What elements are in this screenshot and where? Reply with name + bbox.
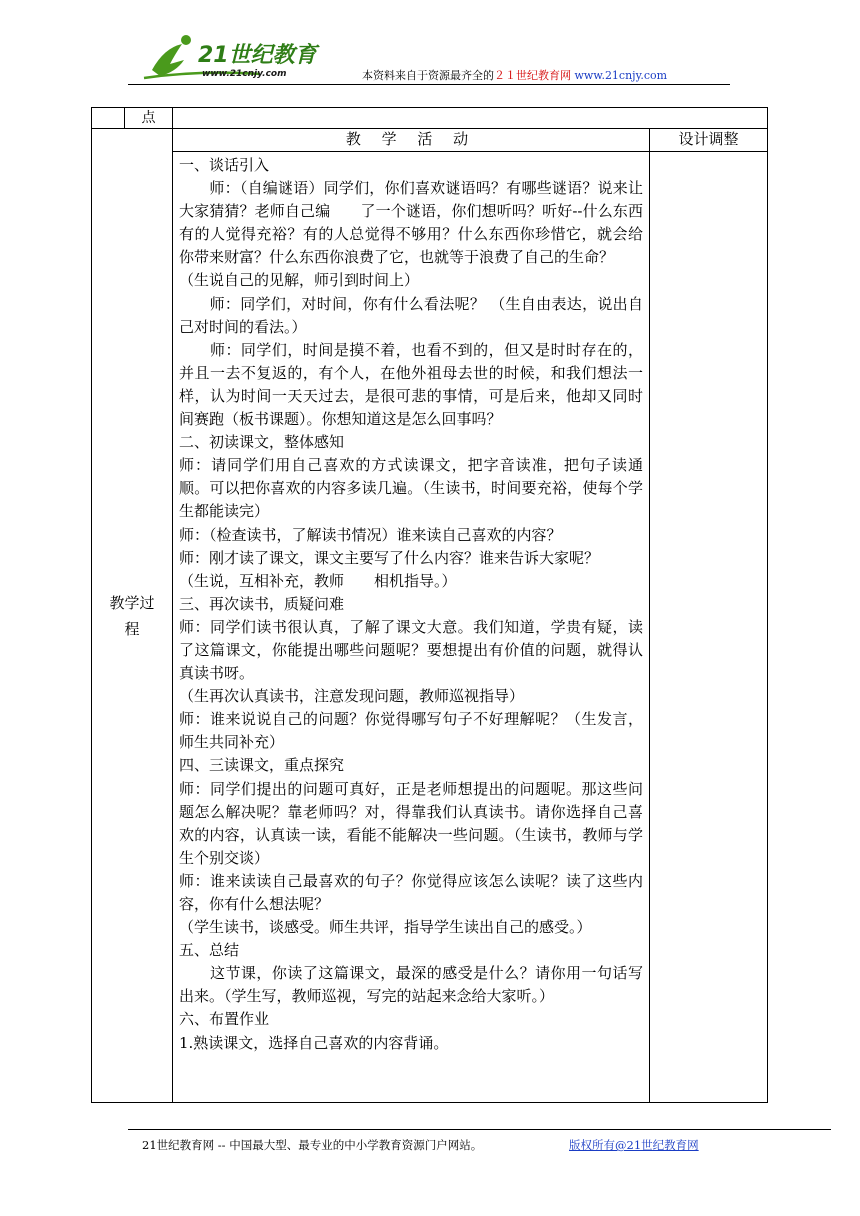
header-note-site[interactable]: ２１世纪教育网: [494, 69, 571, 82]
content-line: 师：请同学们用自己喜欢的方式读课文，把字音读准，把句子读通顺。可以把你喜欢的内容多读几遍。（生读书，时间要充裕，使每个学生都能读完）: [179, 456, 643, 521]
lesson-plan-table: [91, 107, 768, 1103]
content-line: 师：同学们读书很认真，了解了课文大意。我们知道，学贵有疑，读了这篇课文，你能提出哪些问题呢？要想提出有价值的问题，就得认真读书呀。: [179, 617, 643, 683]
table-content-row: [92, 152, 768, 1103]
activity-heading: 教 学 活 动: [173, 129, 650, 152]
section-label-cell: [92, 129, 173, 1103]
content-line: 1.熟读课文，选择自己喜欢的内容背诵。: [179, 1033, 449, 1052]
adjust-heading: 设计调整: [650, 129, 768, 152]
top-row-blank: [173, 108, 768, 129]
content-line: 师：（检查读书，了解读书情况）谁来读自己喜欢的内容？: [179, 525, 562, 544]
logo-title: 21世纪教育: [198, 43, 317, 68]
header-note: [362, 67, 667, 83]
footer-copyright-link[interactable]: 版权所有@21世纪教育网: [569, 1138, 699, 1152]
site-logo: [140, 30, 340, 85]
content-line: 师：同学们提出的问题可真好，正是老师想提出的问题呢。那这些问题怎么解决呢？靠老师吗？对，得靠我们认真读书。请你选择自己喜欢的内容，认真读一读，看能不能解决一些问题。（生读书，教师与学生个别交谈）: [179, 779, 643, 867]
content-line: 一、谈话引入: [179, 156, 270, 174]
content-line: （生说自己的见解，师引到时间上）: [179, 271, 420, 290]
logo-runner-head: [181, 35, 191, 45]
footer-rule: [128, 1129, 831, 1130]
activity-content: [173, 152, 650, 1103]
content-line: 师：同学们，对时间，你有什么看法呢？ （生自由表达，说出自己对时间的看法。）: [179, 294, 643, 336]
top-row-empty-cell: [92, 108, 125, 129]
content-line: 三、再次读书，质疑问难: [179, 594, 345, 613]
content-line: 师：谁来读读自己最喜欢的句子？你觉得应该怎么读呢？读了这些内容，你有什么想法呢？: [179, 871, 643, 913]
content-line: （生再次认真读书，注意发现问题，教师巡视指导）: [179, 687, 525, 706]
section-label: 教学过程: [109, 593, 155, 638]
content-line: 这节课，你读了这篇课文，最深的感受是什么？请你用一句话写出来。（学生写，教师巡视，写完的站起来念给大家听。）: [179, 964, 643, 1006]
content-line: 师：同学们，时间是摸不着，也看不到的，但又是时时存在的，并且一去不复返的，有个人，在他外祖母去世的时候，和我们想法一样，认为时间一天天过去，是很可悲的事情，可是后来，他却又同时间赛跑（板书课题）。你想知道这是怎么回事吗？: [179, 340, 643, 429]
header-rule: [128, 84, 730, 85]
content-line: 师：谁来说说自己的问题？你觉得哪写句子不好理解呢？（生发言，师生共同补充）: [179, 710, 643, 752]
header-note-url[interactable]: www.21cnjy.com: [574, 69, 668, 82]
content-line: 五、总结: [179, 941, 240, 960]
content-line: 二、初读课文，整体感知: [179, 433, 345, 452]
content-line: 四、三读课文，重点探究: [179, 756, 345, 775]
logo-url: www.21cnjy.com: [202, 69, 287, 79]
logo-runner-figure: [152, 44, 184, 76]
content-line: （学生读书，谈感受。师生共评，指导学生读出自己的感受。）: [179, 918, 592, 937]
table-header-row: [92, 129, 768, 152]
table-top-row: [92, 108, 768, 129]
adjust-content: [650, 152, 768, 1103]
top-row-label: 点: [125, 108, 173, 129]
content-line: 师：刚才读了课文，课文主要写了什么内容？谁来告诉大家呢？: [179, 548, 600, 567]
header-note-prefix: 本资料来自于资源最齐全的: [362, 69, 494, 82]
content-line: 师：（自编谜语）同学们，你们喜欢谜语吗？有哪些谜语？说来让大家猜猜？老师自己编 了一个谜语，你们想听吗？听好--什么东西有的人觉得充裕？有的人总觉得不够用？什么东西你珍惜它，就会给你带来财富？什么东西你浪费了它，也就等于浪费了自己的生命？: [179, 179, 643, 267]
content-line: （生说，互相补充，教师 相机指导。）: [179, 571, 457, 590]
footer-text: 21世纪教育网 -- 中国最大型、最专业的中小学教育资源门户网站。: [142, 1138, 483, 1152]
content-line: 六、布置作业: [179, 1010, 270, 1029]
